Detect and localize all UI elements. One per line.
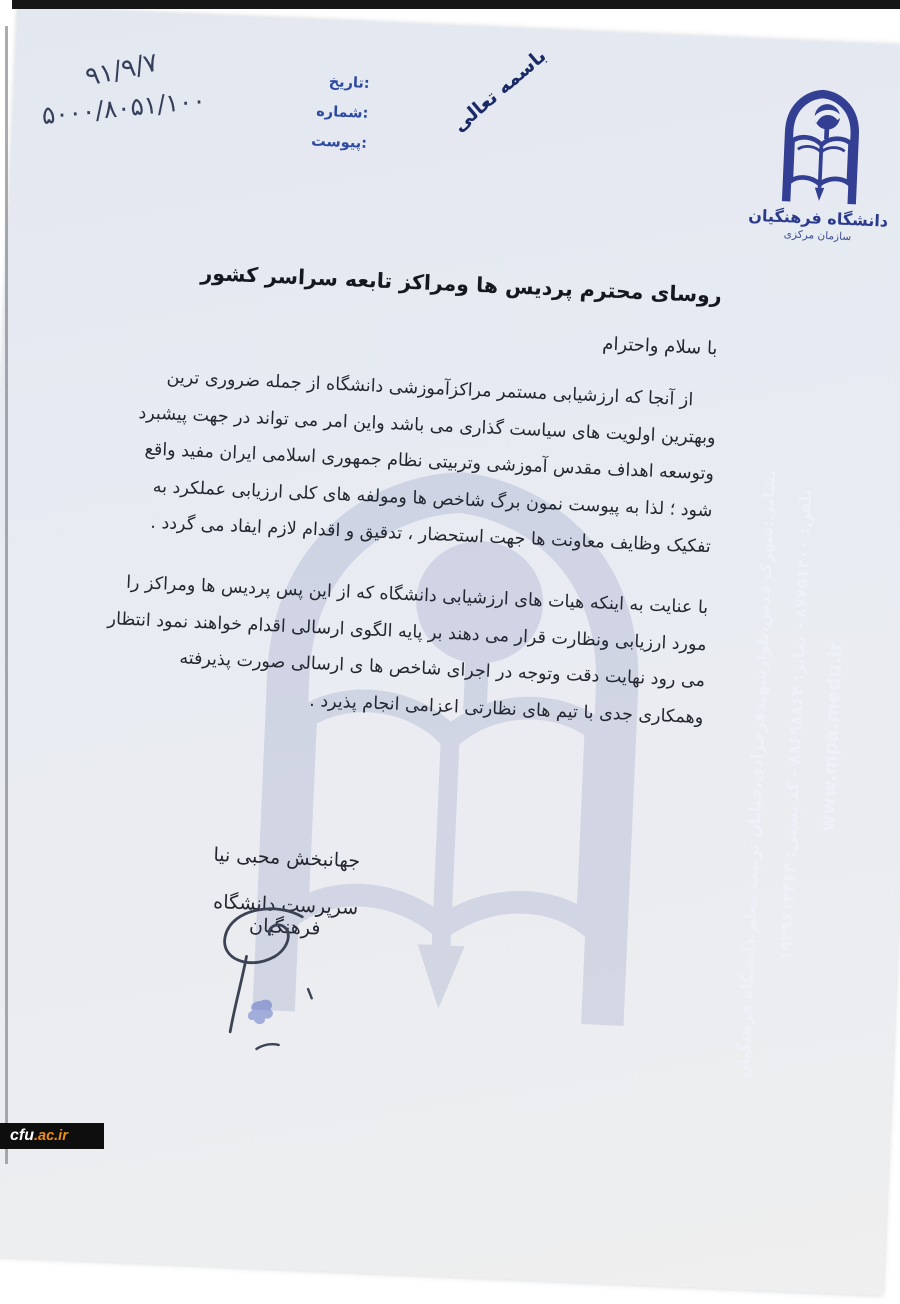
paragraph-line: شود ؛ لذا به پیوست نمون برگ شاخص ها ومولفه های کلی ارزیابی عملکرد به	[152, 476, 713, 521]
paragraph-line: می رود نهایت دقت وتوجه در اجرای شاخص ها ی ارسالی صورت پذیرفته	[179, 648, 706, 692]
paragraph-line: وبهترین اولویت های سیاست گذاری می باشد واین امر می تواند در جهت پیشبرد	[138, 402, 716, 448]
paragraph-line: با عنایت به اینکه هیات های ارزشیابی دانشگاه که از این پس پردیس ها ومراکز را	[125, 572, 709, 619]
paragraph-line: وتوسعه اهداف مقدس آموزشی وتربیتی نظام جمهوری اسلامی ایران مفید واقع	[144, 439, 715, 485]
date-label: تاریخ:	[328, 74, 371, 92]
attachment-label: پیوست:	[310, 133, 368, 152]
besmellah-calligraphy: باسمه تعالی	[448, 44, 551, 137]
scan-edge-top	[12, 0, 900, 9]
handwritten-date-value: ۹۱/۹/۷	[82, 47, 161, 93]
paragraph-line: مورد ارزیابی ونظارت قرار می دهند بر پایه الگوی ارسالی اقدام خواهند نمود انتظار	[107, 608, 707, 655]
cfu-site-badge	[0, 1123, 104, 1149]
number-label: شماره:	[315, 103, 369, 122]
sidebar-address: نشانی:شهرک قدس،بلوارشهیدفرحزادی،خیابان تربیت معلم،دانشگاه فرهنگیان	[733, 469, 780, 1079]
sidebar-website: www.mpa.medu.ir	[817, 641, 847, 833]
paragraph-line: از آنجا که ارزشیابی مستمر مراکزآموزشی دانشگاه از جمله ضروری ترین	[166, 367, 694, 411]
stamp-fields	[296, 66, 370, 159]
org-unit: سازمان مرکزی	[783, 228, 852, 244]
sidebar-address-strip	[701, 288, 892, 1303]
scan-edge-left	[5, 26, 8, 1164]
signer-title: سرپرست دانشگاه فرهنگیان	[212, 890, 359, 940]
paragraph-line: وهمکاری جدی با تیم های نظارتی اعزامی انجام پذیرد .	[308, 690, 704, 728]
university-emblem-icon	[748, 82, 895, 208]
university-name: دانشگاه فرهنگیان	[747, 205, 889, 231]
sidebar-contact: تلفن: ۸۷۷۵۱۲۰۰ - نمابر: ۸۸۶۹۸۸۶۴ - کد پستی: ۱۹۳۹۶۱۴۴۶۴	[775, 488, 816, 961]
paragraph-line: تفکیک وظایف معاونت ها جهت استحضار ، تدقیق و اقدام لازم ایفاد می گردد .	[150, 512, 712, 558]
paragraph-1	[133, 358, 718, 566]
signer-name: جهانبخش محبی نیا	[213, 843, 361, 873]
university-logo	[746, 82, 895, 245]
sidebar-rotated-text	[727, 461, 867, 1079]
handwritten-number-value: ۵۰۰۰/۸۰۵۱/۱۰۰	[40, 85, 207, 131]
salutation: با سلام واحترام	[601, 333, 718, 360]
letter-paper	[0, 7, 900, 1296]
paragraph-2	[104, 564, 709, 736]
cfu-badge-secondary: .ac.ir	[34, 1128, 68, 1144]
signature-scribble	[198, 901, 335, 1067]
cfu-badge-primary: cfu	[10, 1127, 34, 1144]
addressee-line: روسای محترم پردیس ها ومراکز تابعه سراسر کشور	[200, 260, 723, 308]
